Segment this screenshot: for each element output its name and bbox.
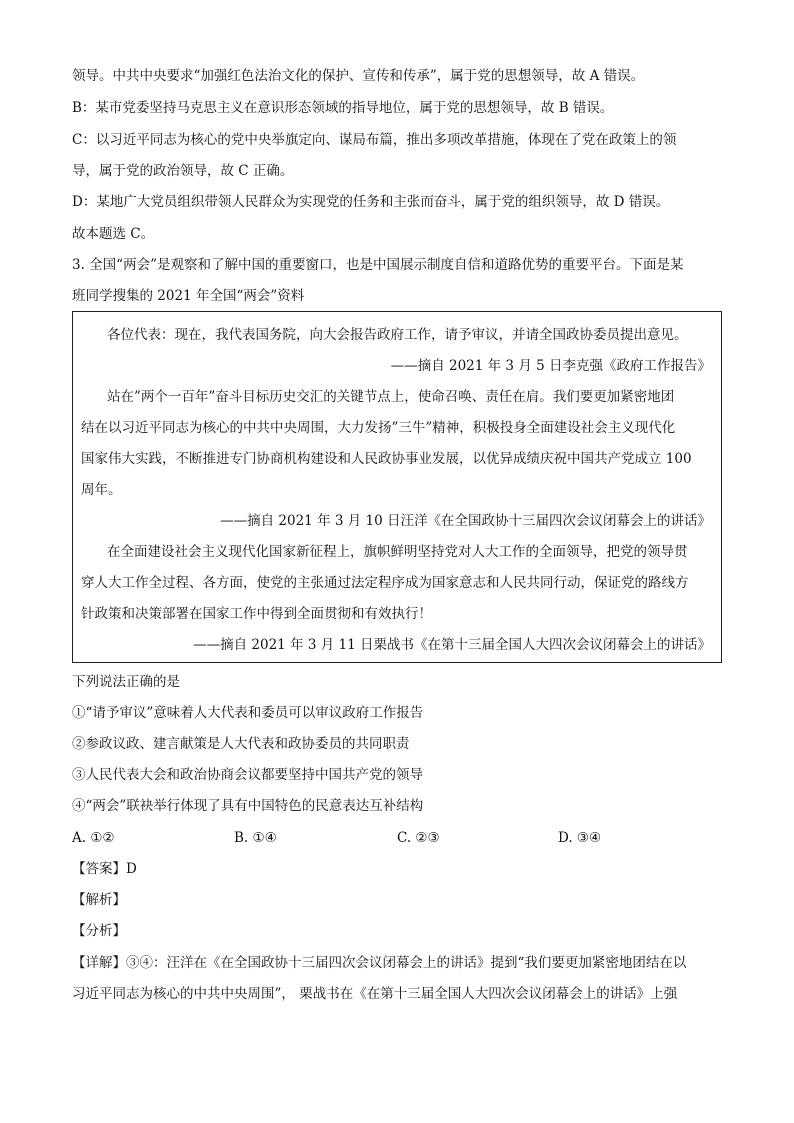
question-stem: 班同学搜集的 2021 年全国“两会”资料 (72, 288, 305, 304)
option-d: D. ③④ (558, 830, 602, 846)
material-paragraph: 针政策和决策部署在国家工作中得到全面贯彻和有效执行！ (81, 606, 432, 622)
question-stem: 3. 全国“两会”是观察和了解中国的重要窗口，也是中国展示制度自信和道路优势的重要平台。下面是某 (72, 257, 684, 273)
detail-line (72, 954, 686, 972)
material-paragraph: 周年。 (81, 482, 122, 498)
statement-item: ③人民代表大会和政治协商会议都要坚持中国共产党的领导 (72, 767, 423, 783)
option-a: A. ①② (72, 830, 115, 846)
statement-item: ④“两会”联袂举行体现了具有中国特色的民意表达互补结构 (72, 798, 424, 814)
material-paragraph: 结在以习近平同志为核心的中共中央周围，大力发扬”三牛”精神，积极投身全面建设社会主义现代化 (81, 420, 676, 436)
fenxi-label: 【分析】 (72, 923, 126, 939)
material-box (72, 311, 722, 663)
option-c: C. ②③ (397, 830, 440, 846)
statement-item: ①“请予审议”意味着人大代表和委员可以审议政府工作报告 (72, 705, 424, 721)
statement-item: ②参政议政、建言献策是人大代表和政协委员的共同职责 (72, 736, 410, 752)
material-paragraph: 各位代表：现在，我代表国务院，向大会报告政府工作，请予审议，并请全国政协委员提出意见。 (107, 327, 688, 343)
jiexi-label: 【解析】 (72, 892, 126, 908)
material-paragraph: 国家伟大实践，不断推进专门协商机构建设和人民政协事业发展，以优异成绩庆祝中国共产党成立 100 (81, 451, 692, 467)
detail-text: ③④：汪洋在《在全国政协十三届四次会议闭幕会上的讲话》提到“我们要更加紧密地团结在以 (126, 955, 687, 971)
analysis-line: 导，属于党的政治领导，故 C 正确。 (72, 163, 294, 179)
option-b: B. ①④ (234, 830, 277, 846)
analysis-line: B：某市党委坚持马克思主义在意识形态领域的指导地位，属于党的思想领导，故 B 错误。 (72, 100, 614, 116)
answer-label: 【答案】 (72, 861, 126, 877)
material-source: ——摘自 2021 年 3 月 10 日汪洋《在全国政协十三届四次会议闭幕会上的讲话》 (220, 513, 711, 529)
answer-line (72, 860, 137, 878)
analysis-line: C：以习近平同志为核心的党中央举旗定向、谋局布篇，推出多项改革措施，体现在了党在政策上的领 (72, 132, 677, 148)
material-source: ——摘自 2021 年 3 月 11 日栗战书《在第十三届全国人大四次会议闭幕会上的讲话》 (193, 637, 711, 653)
analysis-line: D：某地广大党员组织带领人民群众为实现党的任务和主张而奋斗，属于党的组织领导，故 D 错误。 (72, 194, 670, 210)
analysis-conclusion: 故本题选 C。 (72, 226, 155, 242)
analysis-line: 领导。中共中央要求“加强红色法治文化的保护、宣传和传承”，属于党的思想领导，故 A 错误。 (72, 68, 645, 84)
material-paragraph: 在全面建设社会主义现代化国家新征程上，旗帜鲜明坚持党对人大工作的全面领导，把党的领导贯 (107, 544, 688, 560)
question-prompt: 下列说法正确的是 (72, 674, 180, 690)
material-source: ——摘自 2021 年 3 月 5 日李克强《政府工作报告》 (390, 358, 711, 374)
material-paragraph: 站在”两个一百年”奋斗目标历史交汇的关键节点上，使命召唤、责任在肩。我们要更加紧密地团 (107, 389, 675, 405)
answer-value: D (126, 861, 137, 877)
detail-line: 习近平同志为核心的中共中央周围”， 栗战书在《在第十三届全国人大四次会议闭幕会上的讲话》上强 (72, 986, 678, 1002)
detail-label: 【详解】 (72, 955, 126, 971)
material-paragraph: 穿人大工作全过程、各方面，使党的主张通过法定程序成为国家意志和人民共同行动，保证党的路线方 (81, 575, 689, 591)
